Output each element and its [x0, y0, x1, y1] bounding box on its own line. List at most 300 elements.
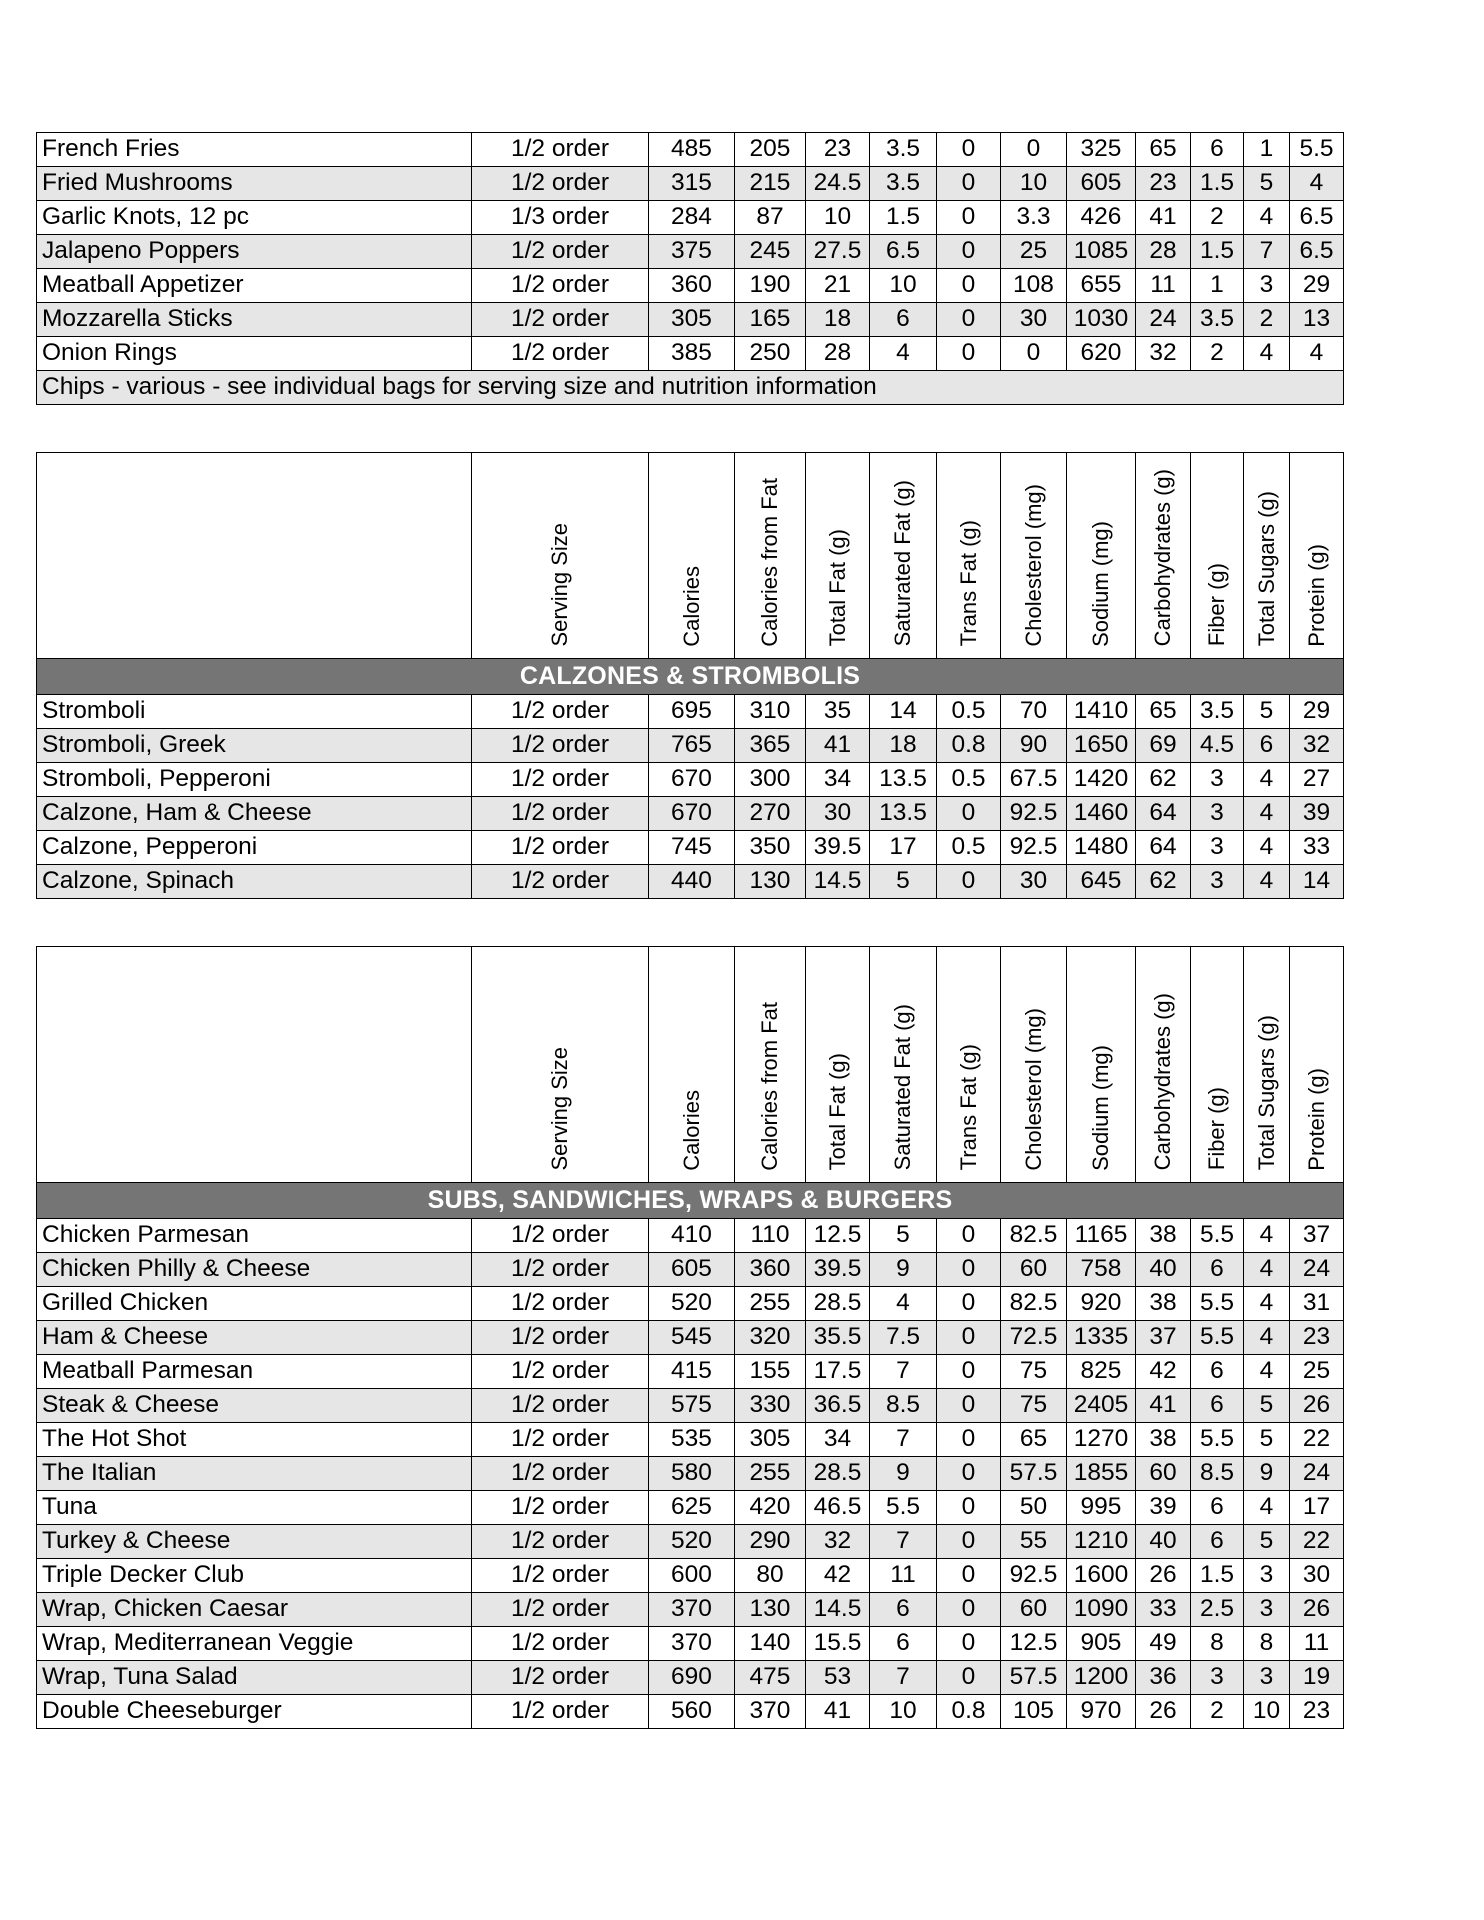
header-blank-cell [37, 947, 472, 1183]
value-cell: 370 [735, 1695, 806, 1729]
value-cell: 1 [1244, 133, 1290, 167]
value-cell: 1.5 [870, 201, 937, 235]
column-header-label: Serving Size [547, 1046, 572, 1171]
item-name-cell: Chicken Parmesan [37, 1219, 472, 1253]
value-cell: 625 [649, 1491, 735, 1525]
value-cell: 6 [870, 303, 937, 337]
value-cell: 670 [649, 763, 735, 797]
value-cell: 41 [1136, 1389, 1191, 1423]
section-title: CALZONES & STROMBOLIS [37, 659, 1344, 695]
item-name-cell: Turkey & Cheese [37, 1525, 472, 1559]
value-cell: 30 [806, 797, 870, 831]
value-cell: 0 [937, 269, 1001, 303]
value-cell: 305 [735, 1423, 806, 1457]
value-cell: 1 [1191, 269, 1244, 303]
value-cell: 385 [649, 337, 735, 371]
value-cell: 3 [1244, 1559, 1290, 1593]
table-row [37, 1525, 1344, 1559]
value-cell: 28 [1136, 235, 1191, 269]
column-header [472, 947, 649, 1183]
value-cell: 27 [1290, 763, 1344, 797]
column-header-label: Protein (g) [1303, 543, 1329, 647]
section-title-row [37, 659, 1344, 695]
item-name-cell: Calzone, Pepperoni [37, 831, 472, 865]
value-cell: 0.5 [937, 763, 1001, 797]
column-header [1290, 947, 1344, 1183]
value-cell: 110 [735, 1219, 806, 1253]
table-row [37, 201, 1344, 235]
value-cell: 0 [937, 1321, 1001, 1355]
value-cell: 365 [735, 729, 806, 763]
section-title: SUBS, SANDWICHES, WRAPS & BURGERS [37, 1183, 1344, 1219]
value-cell: 3 [1191, 763, 1244, 797]
value-cell: 325 [1067, 133, 1136, 167]
value-cell: 0 [937, 235, 1001, 269]
table-row [37, 1627, 1344, 1661]
value-cell: 7 [870, 1525, 937, 1559]
value-cell: 6.5 [1290, 201, 1344, 235]
column-header-row [37, 453, 1344, 659]
value-cell: 0 [937, 1287, 1001, 1321]
calzones-body [37, 695, 1344, 899]
value-cell: 5.5 [1191, 1423, 1244, 1457]
value-cell: 1.5 [1191, 1559, 1244, 1593]
table-row [37, 1219, 1344, 1253]
value-cell: 55 [1001, 1525, 1067, 1559]
value-cell: 0 [937, 865, 1001, 899]
value-cell: 28.5 [806, 1287, 870, 1321]
column-header-label: Calories from Fat [757, 477, 782, 647]
value-cell: 8 [1244, 1627, 1290, 1661]
value-cell: 575 [649, 1389, 735, 1423]
column-header-label: Serving Size [547, 522, 572, 647]
value-cell: 560 [649, 1695, 735, 1729]
column-header [1191, 453, 1244, 659]
subs-body [37, 1219, 1344, 1729]
value-cell: 65 [1136, 695, 1191, 729]
value-cell: 310 [735, 695, 806, 729]
value-cell: 0 [937, 1457, 1001, 1491]
value-cell: 5 [1244, 167, 1290, 201]
value-cell: 8.5 [1191, 1457, 1244, 1491]
value-cell: 15.5 [806, 1627, 870, 1661]
value-cell: 4 [1244, 831, 1290, 865]
value-cell: 370 [649, 1627, 735, 1661]
value-cell: 255 [735, 1457, 806, 1491]
value-cell: 7.5 [870, 1321, 937, 1355]
value-cell: 1/2 order [472, 1219, 649, 1253]
value-cell: 38 [1136, 1287, 1191, 1321]
value-cell: 1460 [1067, 797, 1136, 831]
value-cell: 5 [870, 1219, 937, 1253]
value-cell: 10 [1001, 167, 1067, 201]
table-row [37, 269, 1344, 303]
table-row [37, 303, 1344, 337]
value-cell: 24 [1290, 1253, 1344, 1287]
value-cell: 42 [1136, 1355, 1191, 1389]
item-name-cell: Wrap, Chicken Caesar [37, 1593, 472, 1627]
value-cell: 27.5 [806, 235, 870, 269]
value-cell: 440 [649, 865, 735, 899]
item-name-cell: Garlic Knots, 12 pc [37, 201, 472, 235]
item-name-cell: Onion Rings [37, 337, 472, 371]
column-header-label: Calories [678, 1089, 704, 1171]
value-cell: 1/2 order [472, 167, 649, 201]
item-name-cell: The Hot Shot [37, 1423, 472, 1457]
value-cell: 284 [649, 201, 735, 235]
value-cell: 38 [1136, 1423, 1191, 1457]
value-cell: 37 [1290, 1219, 1344, 1253]
value-cell: 4 [1290, 337, 1344, 371]
value-cell: 40 [1136, 1253, 1191, 1287]
value-cell: 1/2 order [472, 1695, 649, 1729]
column-header-label: Total Sugars (g) [1253, 491, 1279, 647]
value-cell: 24.5 [806, 167, 870, 201]
value-cell: 765 [649, 729, 735, 763]
value-cell: 2 [1244, 303, 1290, 337]
value-cell: 9 [1244, 1457, 1290, 1491]
column-header [806, 947, 870, 1183]
item-name-cell: Stromboli, Pepperoni [37, 763, 472, 797]
value-cell: 1/2 order [472, 1525, 649, 1559]
value-cell: 758 [1067, 1253, 1136, 1287]
table-row [37, 167, 1344, 201]
column-header [649, 453, 735, 659]
value-cell: 370 [649, 1593, 735, 1627]
value-cell: 25 [1290, 1355, 1344, 1389]
value-cell: 1/2 order [472, 729, 649, 763]
value-cell: 4 [870, 337, 937, 371]
item-name-cell: Wrap, Tuna Salad [37, 1661, 472, 1695]
column-header-label: Total Fat (g) [824, 529, 850, 647]
value-cell: 305 [649, 303, 735, 337]
value-cell: 12.5 [1001, 1627, 1067, 1661]
value-cell: 4 [1244, 1321, 1290, 1355]
value-cell: 520 [649, 1287, 735, 1321]
table-row [37, 1287, 1344, 1321]
value-cell: 1.5 [1191, 167, 1244, 201]
value-cell: 17 [1290, 1491, 1344, 1525]
item-name-cell: Calzone, Ham & Cheese [37, 797, 472, 831]
value-cell: 28.5 [806, 1457, 870, 1491]
value-cell: 1/2 order [472, 1389, 649, 1423]
value-cell: 2 [1191, 201, 1244, 235]
value-cell: 24 [1136, 303, 1191, 337]
value-cell: 415 [649, 1355, 735, 1389]
value-cell: 29 [1290, 695, 1344, 729]
value-cell: 1200 [1067, 1661, 1136, 1695]
table-row [37, 1559, 1344, 1593]
value-cell: 1/2 order [472, 1627, 649, 1661]
column-header-label: Sodium (mg) [1088, 1044, 1113, 1171]
value-cell: 4.5 [1191, 729, 1244, 763]
column-header-label: Total Fat (g) [824, 1053, 850, 1171]
value-cell: 18 [870, 729, 937, 763]
value-cell: 1/2 order [472, 1287, 649, 1321]
column-header-label: Carbohydrates (g) [1150, 469, 1175, 647]
value-cell: 10 [806, 201, 870, 235]
value-cell: 60 [1136, 1457, 1191, 1491]
value-cell: 825 [1067, 1355, 1136, 1389]
value-cell: 4 [1244, 1287, 1290, 1321]
value-cell: 4 [1244, 797, 1290, 831]
value-cell: 1270 [1067, 1423, 1136, 1457]
value-cell: 1/2 order [472, 1661, 649, 1695]
value-cell: 4 [1244, 201, 1290, 235]
value-cell: 22 [1290, 1525, 1344, 1559]
value-cell: 26 [1290, 1389, 1344, 1423]
column-header [649, 947, 735, 1183]
value-cell: 205 [735, 133, 806, 167]
value-cell: 350 [735, 831, 806, 865]
value-cell: 2.5 [1191, 1593, 1244, 1627]
value-cell: 1/2 order [472, 235, 649, 269]
value-cell: 300 [735, 763, 806, 797]
value-cell: 420 [735, 1491, 806, 1525]
column-header-label: Trans Fat (g) [955, 520, 981, 647]
item-name-cell: Triple Decker Club [37, 1559, 472, 1593]
value-cell: 1650 [1067, 729, 1136, 763]
value-cell: 38 [1136, 1219, 1191, 1253]
value-cell: 17 [870, 831, 937, 865]
value-cell: 57.5 [1001, 1661, 1067, 1695]
note-row [37, 371, 1344, 405]
value-cell: 245 [735, 235, 806, 269]
value-cell: 1/2 order [472, 865, 649, 899]
value-cell: 360 [735, 1253, 806, 1287]
item-name-cell: Mozzarella Sticks [37, 303, 472, 337]
value-cell: 4 [1244, 865, 1290, 899]
section-title-row [37, 1183, 1344, 1219]
value-cell: 970 [1067, 1695, 1136, 1729]
value-cell: 0 [1001, 337, 1067, 371]
value-cell: 3 [1191, 831, 1244, 865]
value-cell: 64 [1136, 831, 1191, 865]
value-cell: 6 [1244, 729, 1290, 763]
value-cell: 1/2 order [472, 1491, 649, 1525]
value-cell: 6.5 [870, 235, 937, 269]
value-cell: 40 [1136, 1525, 1191, 1559]
value-cell: 2405 [1067, 1389, 1136, 1423]
value-cell: 1210 [1067, 1525, 1136, 1559]
value-cell: 60 [1001, 1253, 1067, 1287]
value-cell: 600 [649, 1559, 735, 1593]
value-cell: 0 [937, 797, 1001, 831]
value-cell: 2 [1191, 337, 1244, 371]
value-cell: 1/2 order [472, 269, 649, 303]
table-row [37, 1491, 1344, 1525]
value-cell: 6 [1191, 1253, 1244, 1287]
value-cell: 7 [870, 1355, 937, 1389]
value-cell: 108 [1001, 269, 1067, 303]
value-cell: 39 [1290, 797, 1344, 831]
value-cell: 6 [1191, 1355, 1244, 1389]
value-cell: 1/2 order [472, 1321, 649, 1355]
appetizers-body [37, 133, 1344, 405]
value-cell: 270 [735, 797, 806, 831]
item-name-cell: Jalapeno Poppers [37, 235, 472, 269]
value-cell: 33 [1290, 831, 1344, 865]
value-cell: 1/2 order [472, 303, 649, 337]
value-cell: 1410 [1067, 695, 1136, 729]
value-cell: 10 [870, 269, 937, 303]
table-row [37, 133, 1344, 167]
value-cell: 1335 [1067, 1321, 1136, 1355]
value-cell: 13 [1290, 303, 1344, 337]
value-cell: 0 [937, 1559, 1001, 1593]
column-header [1191, 947, 1244, 1183]
value-cell: 0.8 [937, 1695, 1001, 1729]
value-cell: 92.5 [1001, 831, 1067, 865]
value-cell: 82.5 [1001, 1287, 1067, 1321]
value-cell: 426 [1067, 201, 1136, 235]
column-header [1290, 453, 1344, 659]
table-row [37, 831, 1344, 865]
value-cell: 485 [649, 133, 735, 167]
value-cell: 90 [1001, 729, 1067, 763]
table-row [37, 1457, 1344, 1491]
value-cell: 0 [937, 133, 1001, 167]
column-header-label: Fiber (g) [1204, 1087, 1229, 1171]
value-cell: 10 [870, 1695, 937, 1729]
column-header-label: Sodium (mg) [1088, 520, 1113, 647]
value-cell: 64 [1136, 797, 1191, 831]
value-cell: 3.5 [870, 133, 937, 167]
value-cell: 30 [1001, 865, 1067, 899]
value-cell: 37 [1136, 1321, 1191, 1355]
column-header [1067, 947, 1136, 1183]
column-header [937, 947, 1001, 1183]
value-cell: 23 [1290, 1321, 1344, 1355]
column-header-label: Cholesterol (mg) [1020, 483, 1046, 647]
value-cell: 67.5 [1001, 763, 1067, 797]
value-cell: 33 [1136, 1593, 1191, 1627]
value-cell: 39.5 [806, 831, 870, 865]
value-cell: 23 [1290, 1695, 1344, 1729]
value-cell: 3 [1191, 865, 1244, 899]
value-cell: 1/2 order [472, 1253, 649, 1287]
table-row [37, 337, 1344, 371]
value-cell: 34 [806, 763, 870, 797]
column-header [1001, 453, 1067, 659]
value-cell: 920 [1067, 1287, 1136, 1321]
value-cell: 41 [1136, 201, 1191, 235]
appetizers-table [36, 132, 1344, 405]
value-cell: 11 [1136, 269, 1191, 303]
value-cell: 0.5 [937, 695, 1001, 729]
value-cell: 50 [1001, 1491, 1067, 1525]
value-cell: 92.5 [1001, 1559, 1067, 1593]
value-cell: 0 [937, 1423, 1001, 1457]
value-cell: 69 [1136, 729, 1191, 763]
column-header-label: Calories from Fat [757, 1001, 782, 1171]
value-cell: 57.5 [1001, 1457, 1067, 1491]
table-row [37, 797, 1344, 831]
value-cell: 4 [1290, 167, 1344, 201]
value-cell: 690 [649, 1661, 735, 1695]
value-cell: 0 [937, 1253, 1001, 1287]
value-cell: 1420 [1067, 763, 1136, 797]
value-cell: 9 [870, 1457, 937, 1491]
header-blank-cell [37, 453, 472, 659]
column-header-label: Trans Fat (g) [955, 1044, 981, 1171]
column-header [1244, 453, 1290, 659]
value-cell: 695 [649, 695, 735, 729]
item-name-cell: Wrap, Mediterranean Veggie [37, 1627, 472, 1661]
value-cell: 0 [937, 1661, 1001, 1695]
value-cell: 80 [735, 1559, 806, 1593]
value-cell: 3.5 [1191, 695, 1244, 729]
value-cell: 14 [870, 695, 937, 729]
value-cell: 53 [806, 1661, 870, 1695]
value-cell: 42 [806, 1559, 870, 1593]
value-cell: 535 [649, 1423, 735, 1457]
value-cell: 1085 [1067, 235, 1136, 269]
value-cell: 0 [937, 1627, 1001, 1661]
value-cell: 32 [806, 1525, 870, 1559]
table-row [37, 235, 1344, 269]
column-header [1136, 453, 1191, 659]
value-cell: 1090 [1067, 1593, 1136, 1627]
table-row [37, 1355, 1344, 1389]
value-cell: 0.8 [937, 729, 1001, 763]
value-cell: 105 [1001, 1695, 1067, 1729]
column-header [1001, 947, 1067, 1183]
value-cell: 92.5 [1001, 797, 1067, 831]
value-cell: 3 [1244, 1661, 1290, 1695]
value-cell: 410 [649, 1219, 735, 1253]
value-cell: 605 [649, 1253, 735, 1287]
item-name-cell: Meatball Appetizer [37, 269, 472, 303]
value-cell: 30 [1001, 303, 1067, 337]
value-cell: 3.3 [1001, 201, 1067, 235]
value-cell: 19 [1290, 1661, 1344, 1695]
value-cell: 1030 [1067, 303, 1136, 337]
value-cell: 82.5 [1001, 1219, 1067, 1253]
value-cell: 0 [937, 337, 1001, 371]
value-cell: 0.5 [937, 831, 1001, 865]
table-row [37, 1253, 1344, 1287]
value-cell: 5.5 [1290, 133, 1344, 167]
value-cell: 34 [806, 1423, 870, 1457]
column-header [472, 453, 649, 659]
value-cell: 4 [1244, 1253, 1290, 1287]
value-cell: 5.5 [1191, 1287, 1244, 1321]
value-cell: 75 [1001, 1389, 1067, 1423]
value-cell: 9 [870, 1253, 937, 1287]
table-row [37, 729, 1344, 763]
value-cell: 6 [1191, 1491, 1244, 1525]
value-cell: 41 [806, 729, 870, 763]
value-cell: 130 [735, 1593, 806, 1627]
column-header-label: Fiber (g) [1204, 563, 1229, 647]
value-cell: 6 [870, 1627, 937, 1661]
column-header [937, 453, 1001, 659]
value-cell: 5 [870, 865, 937, 899]
value-cell: 14.5 [806, 1593, 870, 1627]
value-cell: 35.5 [806, 1321, 870, 1355]
value-cell: 4 [1244, 1491, 1290, 1525]
value-cell: 1/2 order [472, 337, 649, 371]
column-header [1244, 947, 1290, 1183]
value-cell: 130 [735, 865, 806, 899]
value-cell: 0 [937, 1593, 1001, 1627]
value-cell: 60 [1001, 1593, 1067, 1627]
value-cell: 6 [1191, 1389, 1244, 1423]
column-header [735, 453, 806, 659]
value-cell: 5.5 [870, 1491, 937, 1525]
item-name-cell: Grilled Chicken [37, 1287, 472, 1321]
